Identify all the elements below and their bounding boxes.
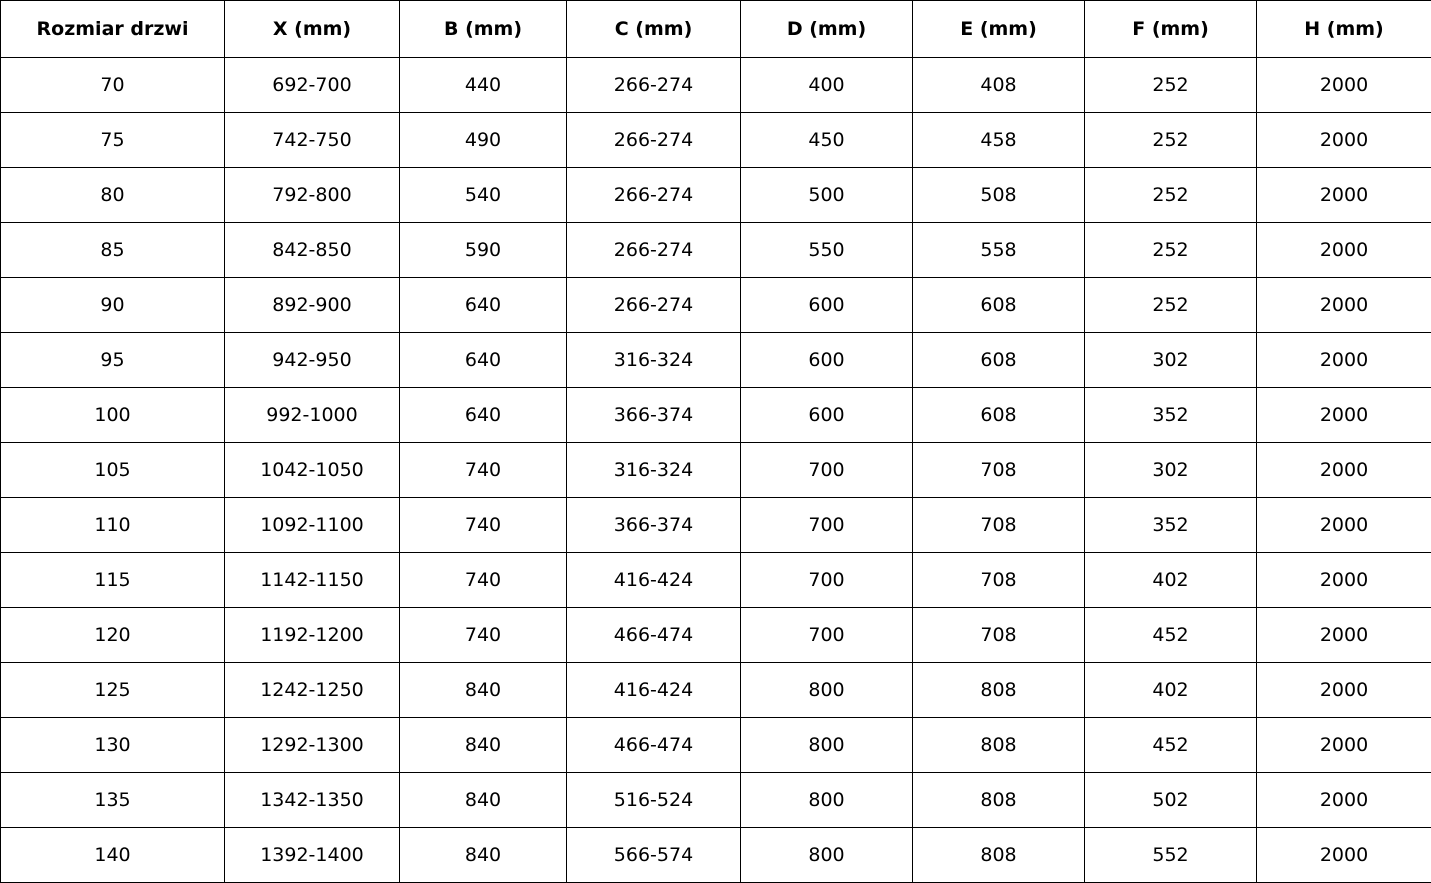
table-row	[1, 58, 1431, 113]
column-header-b: B (mm)	[400, 1, 567, 58]
cell-f: 352	[1085, 498, 1257, 553]
cell-size: 115	[1, 553, 225, 608]
cell-f: 352	[1085, 388, 1257, 443]
cell-c: 316-324	[567, 333, 741, 388]
cell-d: 700	[741, 443, 913, 498]
cell-h: 2000	[1257, 113, 1431, 168]
cell-c: 466-474	[567, 608, 741, 663]
cell-x: 942-950	[225, 333, 400, 388]
table-body	[1, 58, 1431, 883]
cell-size: 90	[1, 278, 225, 333]
cell-x: 892-900	[225, 278, 400, 333]
cell-size: 120	[1, 608, 225, 663]
table-row	[1, 113, 1431, 168]
cell-b: 740	[400, 443, 567, 498]
cell-f: 402	[1085, 553, 1257, 608]
table-row	[1, 388, 1431, 443]
cell-d: 800	[741, 773, 913, 828]
cell-h: 2000	[1257, 498, 1431, 553]
cell-h: 2000	[1257, 718, 1431, 773]
cell-size: 130	[1, 718, 225, 773]
cell-e: 708	[913, 608, 1085, 663]
cell-x: 992-1000	[225, 388, 400, 443]
cell-f: 452	[1085, 718, 1257, 773]
cell-e: 608	[913, 333, 1085, 388]
cell-e: 558	[913, 223, 1085, 278]
cell-c: 266-274	[567, 113, 741, 168]
cell-h: 2000	[1257, 773, 1431, 828]
cell-size: 75	[1, 113, 225, 168]
cell-d: 500	[741, 168, 913, 223]
cell-b: 840	[400, 828, 567, 883]
cell-d: 600	[741, 278, 913, 333]
cell-c: 466-474	[567, 718, 741, 773]
cell-e: 608	[913, 388, 1085, 443]
cell-size: 85	[1, 223, 225, 278]
cell-c: 266-274	[567, 278, 741, 333]
cell-x: 842-850	[225, 223, 400, 278]
cell-f: 252	[1085, 168, 1257, 223]
cell-d: 450	[741, 113, 913, 168]
cell-size: 105	[1, 443, 225, 498]
column-header-c: C (mm)	[567, 1, 741, 58]
cell-d: 800	[741, 718, 913, 773]
cell-c: 266-274	[567, 223, 741, 278]
cell-c: 266-274	[567, 168, 741, 223]
cell-b: 440	[400, 58, 567, 113]
cell-d: 700	[741, 553, 913, 608]
cell-e: 808	[913, 718, 1085, 773]
cell-d: 550	[741, 223, 913, 278]
cell-d: 800	[741, 828, 913, 883]
cell-b: 640	[400, 278, 567, 333]
cell-e: 508	[913, 168, 1085, 223]
cell-size: 80	[1, 168, 225, 223]
cell-d: 600	[741, 388, 913, 443]
cell-c: 416-424	[567, 663, 741, 718]
cell-e: 708	[913, 443, 1085, 498]
cell-d: 600	[741, 333, 913, 388]
cell-c: 366-374	[567, 388, 741, 443]
cell-x: 692-700	[225, 58, 400, 113]
cell-x: 1192-1200	[225, 608, 400, 663]
cell-e: 808	[913, 663, 1085, 718]
cell-h: 2000	[1257, 553, 1431, 608]
column-header-x: X (mm)	[225, 1, 400, 58]
cell-x: 792-800	[225, 168, 400, 223]
cell-h: 2000	[1257, 608, 1431, 663]
cell-size: 125	[1, 663, 225, 718]
cell-b: 840	[400, 663, 567, 718]
cell-b: 740	[400, 498, 567, 553]
cell-h: 2000	[1257, 443, 1431, 498]
cell-h: 2000	[1257, 278, 1431, 333]
cell-f: 252	[1085, 113, 1257, 168]
cell-size: 70	[1, 58, 225, 113]
cell-x: 1242-1250	[225, 663, 400, 718]
cell-c: 566-574	[567, 828, 741, 883]
cell-x: 1042-1050	[225, 443, 400, 498]
cell-f: 252	[1085, 58, 1257, 113]
column-header-h: H (mm)	[1257, 1, 1431, 58]
table-row	[1, 773, 1431, 828]
cell-x: 1392-1400	[225, 828, 400, 883]
cell-f: 302	[1085, 333, 1257, 388]
cell-h: 2000	[1257, 828, 1431, 883]
table-row	[1, 718, 1431, 773]
cell-f: 252	[1085, 278, 1257, 333]
cell-f: 552	[1085, 828, 1257, 883]
cell-e: 458	[913, 113, 1085, 168]
cell-h: 2000	[1257, 168, 1431, 223]
cell-size: 135	[1, 773, 225, 828]
cell-e: 708	[913, 498, 1085, 553]
table-header	[1, 1, 1431, 58]
cell-c: 366-374	[567, 498, 741, 553]
cell-h: 2000	[1257, 223, 1431, 278]
cell-b: 640	[400, 388, 567, 443]
cell-size: 140	[1, 828, 225, 883]
cell-size: 100	[1, 388, 225, 443]
cell-c: 316-324	[567, 443, 741, 498]
column-header-d: D (mm)	[741, 1, 913, 58]
cell-e: 708	[913, 553, 1085, 608]
cell-x: 1292-1300	[225, 718, 400, 773]
column-header-rozmiar-drzwi: Rozmiar drzwi	[1, 1, 225, 58]
table-row	[1, 608, 1431, 663]
cell-h: 2000	[1257, 58, 1431, 113]
table-row	[1, 828, 1431, 883]
cell-e: 408	[913, 58, 1085, 113]
cell-f: 502	[1085, 773, 1257, 828]
cell-b: 490	[400, 113, 567, 168]
cell-x: 1342-1350	[225, 773, 400, 828]
cell-c: 416-424	[567, 553, 741, 608]
table-row	[1, 278, 1431, 333]
cell-e: 608	[913, 278, 1085, 333]
cell-d: 800	[741, 663, 913, 718]
cell-f: 402	[1085, 663, 1257, 718]
cell-f: 252	[1085, 223, 1257, 278]
cell-h: 2000	[1257, 663, 1431, 718]
column-header-f: F (mm)	[1085, 1, 1257, 58]
table-row	[1, 223, 1431, 278]
cell-b: 540	[400, 168, 567, 223]
cell-b: 590	[400, 223, 567, 278]
cell-f: 302	[1085, 443, 1257, 498]
cell-d: 700	[741, 498, 913, 553]
cell-h: 2000	[1257, 388, 1431, 443]
cell-b: 840	[400, 773, 567, 828]
column-header-e: E (mm)	[913, 1, 1085, 58]
cell-size: 95	[1, 333, 225, 388]
cell-x: 1142-1150	[225, 553, 400, 608]
cell-e: 808	[913, 773, 1085, 828]
cell-h: 2000	[1257, 333, 1431, 388]
cell-x: 742-750	[225, 113, 400, 168]
cell-b: 740	[400, 608, 567, 663]
table-row	[1, 333, 1431, 388]
cell-b: 840	[400, 718, 567, 773]
table-header-row	[1, 1, 1431, 58]
cell-size: 110	[1, 498, 225, 553]
table-row	[1, 443, 1431, 498]
cell-b: 640	[400, 333, 567, 388]
cell-b: 740	[400, 553, 567, 608]
table-row	[1, 498, 1431, 553]
cell-x: 1092-1100	[225, 498, 400, 553]
cell-f: 452	[1085, 608, 1257, 663]
cell-c: 516-524	[567, 773, 741, 828]
table-row	[1, 663, 1431, 718]
table-row	[1, 168, 1431, 223]
cell-e: 808	[913, 828, 1085, 883]
cell-c: 266-274	[567, 58, 741, 113]
table-row	[1, 553, 1431, 608]
cell-d: 400	[741, 58, 913, 113]
cell-d: 700	[741, 608, 913, 663]
